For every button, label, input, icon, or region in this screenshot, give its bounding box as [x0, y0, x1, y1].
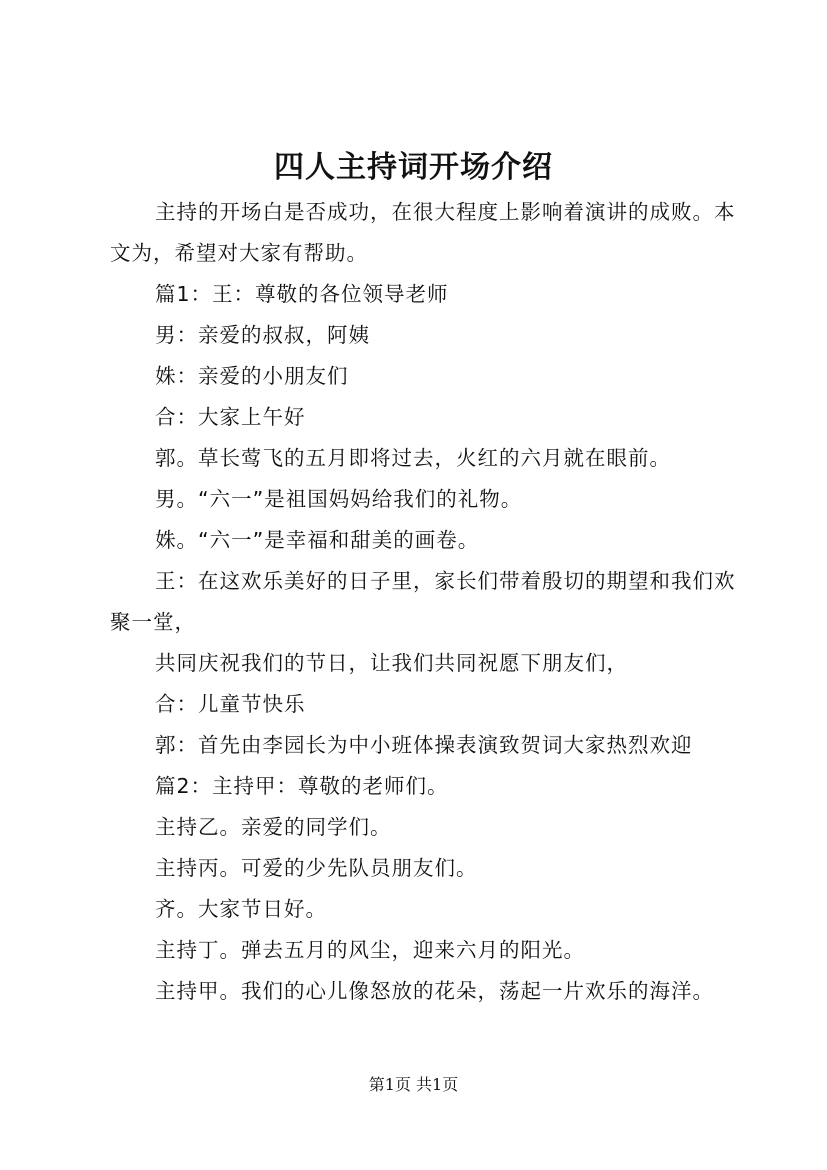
- paragraph: 姝：亲爱的小朋友们: [155, 364, 349, 388]
- paragraph: 男：亲爱的叔叔，阿姨: [155, 323, 370, 347]
- page-footer: 第1页 共1页: [368, 1075, 459, 1094]
- paragraph: 齐。大家节日好。: [155, 897, 327, 921]
- paragraph: 主持丁。弹去五月的风尘，迎来六月的阳光。: [155, 938, 585, 962]
- paragraph: 篇2：主持甲：尊敬的老师们。: [155, 774, 449, 798]
- paragraph: 合：大家上午好: [155, 405, 306, 429]
- paragraph: 郭。草长莺飞的五月即将过去，火红的六月就在眼前。: [155, 446, 671, 470]
- document-body: [110, 192, 750, 1012]
- paragraph: 合：儿童节快乐: [155, 692, 306, 716]
- paragraph: 篇1：王：尊敬的各位领导老师: [155, 282, 449, 306]
- paragraph: 共同庆祝我们的节日，让我们共同祝愿下朋友们，: [155, 651, 628, 675]
- paragraph: 姝。“六一”是幸福和甜美的画卷。: [155, 528, 480, 552]
- paragraph: 主持丙。可爱的少先队员朋友们。: [155, 856, 478, 880]
- paragraph: 男。“六一”是祖国妈妈给我们的礼物。: [155, 487, 523, 511]
- paragraph: 主持乙。亲爱的同学们。: [155, 815, 392, 839]
- paragraph: 主持甲。我们的心儿像怒放的花朵，荡起一片欢乐的海洋。: [155, 979, 714, 1003]
- paragraph: 王：在这欢乐美好的日子里，家长们带着殷切的期望和我们欢聚一堂，: [110, 569, 736, 634]
- paragraph: 郭：首先由李园长为中小班体操表演致贺词大家热烈欢迎: [155, 733, 693, 757]
- paragraph-intro: 主持的开场白是否成功，在很大程度上影响着演讲的成败。本文为，希望对大家有帮助。: [110, 200, 736, 265]
- document-title: 四人主持词开场介绍: [274, 150, 553, 185]
